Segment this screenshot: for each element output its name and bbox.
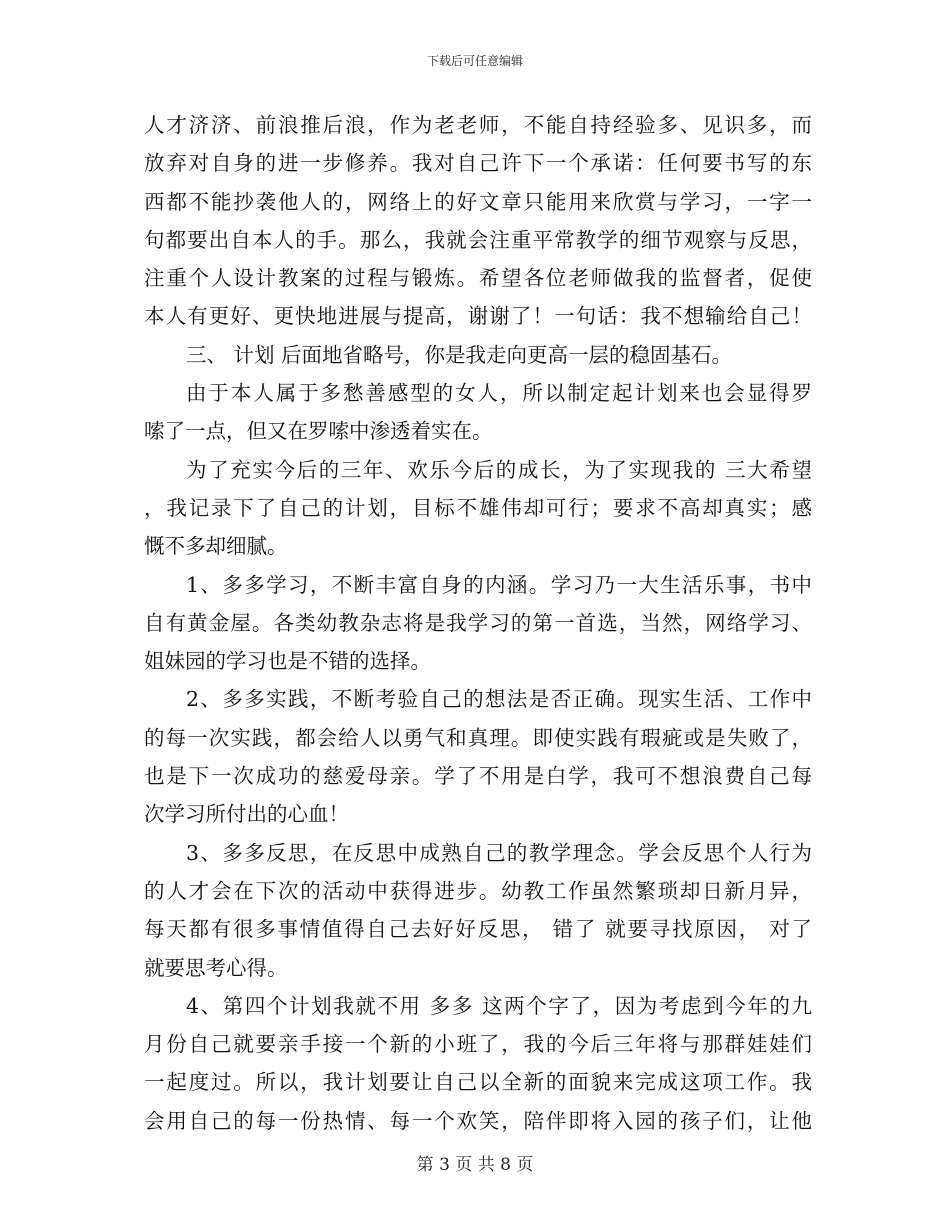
text-line: 会用自己的每一份热情、每一个欢笑，陪伴即将入园的孩子们，让他	[144, 1108, 812, 1133]
text-line: 由于本人属于多愁善感型的女人，所以制定起计划来也会显得罗	[186, 381, 812, 406]
text-line: 句都要出自本人的手。那么，我就会注重平常教学的细节观察与反思，	[144, 227, 812, 252]
text-line: 为了充实今后的三年、欢乐今后的成长，为了实现我的 三大希望	[186, 457, 812, 482]
text-line: 次学习所付出的心血！	[144, 802, 349, 827]
text-line: 西都不能抄袭他人的，网络上的好文章只能用来欣赏与学习，一字一	[144, 189, 812, 214]
text-line: 4、第四个计划我就不用 多多 这两个字了，因为考虑到今年的九	[186, 993, 812, 1018]
text-line: 人才济济、前浪推后浪，作为老老师，不能自持经验多、见识多，而	[144, 113, 812, 137]
text-line: 2、多多实践，不断考验自己的想法是否正确。现实生活、工作中	[186, 687, 812, 712]
text-line: 就要思考心得。	[144, 955, 288, 980]
text-line: 也是下一次成功的慈爱母亲。学了不用是白学，我可不想浪费自己每	[144, 764, 812, 789]
page-number: 第 3 页 共 8 页	[416, 1155, 534, 1175]
section-heading: 三、 计划 后面地省略号，你是我走向更高一层的稳固基石。	[186, 342, 733, 367]
text-line: 的人才会在下次的活动中获得进步。幼教工作虽然繁琐却日新月异，	[144, 878, 812, 903]
page-header: 下载后可任意编辑	[426, 54, 523, 68]
document-body	[144, 106, 812, 1140]
text-line: 月份自己就要亲手接一个新的小班了，我的今后三年将与那群娃娃们	[144, 1032, 812, 1057]
text-line: 嗦了一点，但又在罗嗦中渗透着实在。	[144, 419, 493, 444]
text-line: 本人有更好、更快地进展与提高，谢谢了！一句话：我不想输给自己！	[144, 304, 812, 329]
text-line: 1、多多学习，不断丰富自身的内涵。学习乃一大生活乐事，书中	[186, 572, 812, 597]
text-line: 自有黄金屋。各类幼教杂志将是我学习的第一首选，当然，网络学习、	[144, 610, 812, 635]
text-line: 每天都有很多事情值得自己去好好反思， 错了 就要寻找原因， 对了	[144, 917, 812, 942]
text-line: 放弃对自身的进一步修养。我对自己许下一个承诺：任何要书写的东	[144, 151, 812, 176]
text-line: 注重个人设计教案的过程与锻炼。希望各位老师做我的监督者，促使	[144, 266, 812, 291]
text-line: 3、多多反思，在反思中成熟自己的教学理念。学会反思个人行为	[186, 840, 812, 865]
text-line: 的每一次实践，都会给人以勇气和真理。即使实践有瑕疵或是失败了，	[144, 725, 812, 750]
text-line: ，我记录下了自己的计划，目标不雄伟却可行；要求不高却真实；感	[144, 495, 812, 520]
text-line: 慨不多却细腻。	[144, 534, 288, 559]
text-line: 一起度过。所以，我计划要让自己以全新的面貌来完成这项工作。我	[144, 1070, 812, 1095]
text-line: 姐妹园的学习也是不错的选择。	[144, 649, 431, 674]
